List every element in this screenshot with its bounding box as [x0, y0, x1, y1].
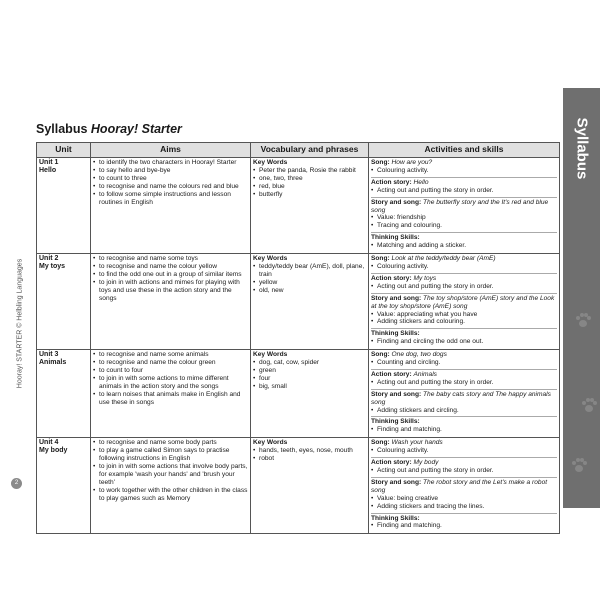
title-book: Hooray! Starter [90, 122, 182, 136]
aim-item: • to find the odd one out in a group of similar items [93, 271, 248, 279]
activity-block [371, 234, 557, 250]
unit-cell [37, 350, 91, 438]
header-activities: Activities and skills [369, 143, 560, 158]
activity-label: Action story: [371, 274, 412, 282]
unit-number: Unit 2 [39, 255, 59, 263]
unit-name: Hello [39, 166, 57, 174]
page-title [36, 122, 182, 136]
aim-item: • to recognise and name some body parts [93, 439, 248, 447]
activity-item: • Acting out and putting the story in order. [371, 283, 557, 291]
activity-title: How are you? [391, 159, 433, 166]
vocab-item: • old, new [253, 287, 366, 295]
aim-item: • to count to three [93, 175, 248, 183]
activity-item: • Acting out and putting the story in order. [371, 379, 557, 387]
key-words-label: Key Words [253, 255, 288, 263]
activity-title: My body [413, 459, 439, 467]
activity-label: Thinking Skills: [371, 330, 420, 338]
activity-item: • Adding stickers and tracing the lines. [371, 503, 557, 511]
activity-block [371, 275, 557, 291]
vocab-item: • yellow [253, 279, 366, 287]
activity-item: • Finding and matching. [371, 426, 557, 434]
syllabus-table [36, 142, 560, 534]
activity-item: • Value: friendship [371, 214, 557, 222]
vocabulary-cell [251, 254, 369, 350]
vocab-item: • Peter the panda, Rosie the rabbit [253, 167, 366, 175]
syllabus-side-tab [563, 88, 600, 508]
activity-item: • Colouring activity. [371, 167, 557, 175]
table-row [37, 254, 560, 350]
activity-item: • Finding and circling the odd one out. [371, 338, 557, 346]
aim-item: • to recognise and name the colour green [93, 359, 248, 367]
activities-cell [369, 158, 560, 254]
title-prefix: Syllabus [36, 122, 88, 136]
activity-item: • Value: being creative [371, 495, 557, 503]
activity-title: My toys [413, 274, 437, 282]
activity-block [371, 459, 557, 475]
side-tab-label: Syllabus [573, 117, 591, 179]
activity-item: • Counting and circling. [371, 359, 557, 367]
activity-item: • Adding stickers and circling. [371, 407, 557, 415]
aims-cell [91, 350, 251, 438]
spine-text: Hooray! STARTER © Helbling Languages [16, 258, 24, 389]
activity-item: • Acting out and putting the story in order. [371, 467, 557, 475]
table-row [37, 350, 560, 438]
key-words-label: Key Words [253, 351, 288, 359]
vocab-item: • red, blue [253, 183, 366, 191]
activity-block [371, 479, 557, 511]
aim-item: • to work together with the other children in the class to play games such as Memory [93, 487, 248, 503]
activity-label: Action story: [371, 370, 412, 378]
table-row [37, 438, 560, 534]
header-aims: Aims [91, 143, 251, 158]
paw-print-icon [571, 458, 587, 474]
vocab-item: • four [253, 375, 366, 383]
vocab-item: • one, two, three [253, 175, 366, 183]
vocabulary-cell [251, 158, 369, 254]
activity-block [371, 515, 557, 531]
aims-cell [91, 254, 251, 350]
activity-label: Thinking Skills: [371, 514, 420, 522]
activity-item: • Colouring activity. [371, 447, 557, 455]
activity-label: Action story: [371, 178, 412, 186]
paw-print-icon [581, 398, 597, 414]
activity-label: Story and song: [371, 198, 422, 206]
activity-label: Thinking Skills: [371, 234, 420, 242]
vocab-item: • hands, teeth, eyes, nose, mouth [253, 447, 366, 455]
activity-item: • Acting out and putting the story in order. [371, 187, 557, 195]
activity-block [371, 159, 557, 175]
key-words-label: Key Words [253, 439, 288, 447]
aim-item: • to join in with some actions to mime different animals in the action story and the songs [93, 375, 248, 391]
aim-item: • to play a game called Simon says to practise following instructions in English [93, 447, 248, 463]
activity-item: • Matching and adding a sticker. [371, 242, 557, 250]
activity-title: One dog, two dogs [391, 351, 447, 359]
header-vocabulary: Vocabulary and phrases [251, 143, 369, 158]
activity-label: Song: [371, 351, 390, 359]
aim-item: • to join in with some actions that involve body parts, for example 'wash your hands' and 'brush your teeth' [93, 463, 248, 487]
unit-number: Unit 4 [39, 439, 59, 447]
aim-item: • to recognise and name the colours red and blue [93, 183, 248, 191]
vocabulary-cell [251, 350, 369, 438]
activity-block [371, 255, 557, 271]
activities-cell [369, 350, 560, 438]
activities-cell [369, 438, 560, 534]
vocabulary-cell [251, 438, 369, 534]
activity-label: Story and song: [371, 478, 422, 486]
key-words-label: Key Words [253, 159, 288, 166]
page-number: 2 [11, 478, 22, 489]
aim-item: • to learn noises that animals make in English and use these in songs [93, 391, 248, 407]
activity-label: Action story: [371, 459, 412, 467]
aim-item: • to recognise and name some animals [93, 351, 248, 359]
aims-cell [91, 158, 251, 254]
activity-title: Animals [413, 370, 437, 378]
activity-title: The baby cats story and The happy animals song [371, 390, 551, 406]
activity-title: The butterfly story and the It's red and blue song [371, 198, 549, 214]
vocab-item: • teddy/teddy bear (AmE), doll, plane, train [253, 263, 366, 279]
activity-label: Thinking Skills: [371, 418, 420, 426]
activity-item: • Colouring activity. [371, 263, 557, 271]
activity-block [371, 330, 557, 346]
activity-item: • Finding and matching. [371, 522, 557, 530]
paw-print-icon [575, 313, 591, 329]
header-unit: Unit [37, 143, 91, 158]
activity-title: Look at the teddy/teddy bear (AmE) [391, 255, 496, 263]
activity-title: The robot story and the Let's make a robot song [371, 478, 548, 494]
activity-label: Story and song: [371, 294, 422, 302]
aim-item: • to identify the two characters in Hooray! Starter [93, 159, 248, 167]
activity-item: • Tracing and colouring. [371, 222, 557, 230]
activity-label: Song: [371, 159, 390, 166]
aim-item: • to count to four [93, 367, 248, 375]
unit-number: Unit 3 [39, 351, 59, 359]
unit-number: Unit 1 [39, 159, 59, 166]
activity-block [371, 439, 557, 455]
page-spine [10, 200, 24, 510]
aim-item: • to recognise and name the colour yellow [93, 263, 248, 271]
activity-label: Song: [371, 439, 390, 447]
activity-block [371, 295, 557, 327]
activities-cell [369, 254, 560, 350]
unit-cell [37, 158, 91, 254]
aim-item: • to recognise and name some toys [93, 255, 248, 263]
activity-block [371, 391, 557, 415]
activity-block [371, 351, 557, 367]
activity-block [371, 418, 557, 434]
aim-item: • to follow some simple instructions and lesson routines in English [93, 191, 248, 207]
activity-item: • Adding stickers and colouring. [371, 318, 557, 326]
activity-title: Hello [413, 178, 429, 186]
activity-item: • Value: appreciating what you have [371, 311, 557, 319]
activity-block [371, 371, 557, 387]
unit-name: My toys [39, 262, 66, 270]
aim-item: • to join in with actions and mimes for playing with toys and use these in the action story and the songs [93, 279, 248, 303]
aim-item: • to say hello and bye-bye [93, 167, 248, 175]
table-row [37, 158, 560, 254]
activity-block [371, 179, 557, 195]
vocab-item: • robot [253, 455, 366, 463]
unit-cell [37, 438, 91, 534]
vocab-item: • butterfly [253, 191, 366, 199]
vocab-item: • dog, cat, cow, spider [253, 359, 366, 367]
unit-name: Animals [39, 359, 67, 367]
unit-cell [37, 254, 91, 350]
table-header-row [37, 143, 560, 158]
activity-block [371, 199, 557, 231]
unit-name: My body [39, 447, 68, 455]
aims-cell [91, 438, 251, 534]
activity-title: The toy shop/store (AmE) story and the Look at the toy shop/store (AmE) song [371, 294, 555, 310]
activity-label: Story and song: [371, 390, 422, 398]
activity-title: Wash your hands [391, 439, 443, 447]
vocab-item: • green [253, 367, 366, 375]
vocab-item: • big, small [253, 383, 366, 391]
activity-label: Song: [371, 255, 390, 263]
